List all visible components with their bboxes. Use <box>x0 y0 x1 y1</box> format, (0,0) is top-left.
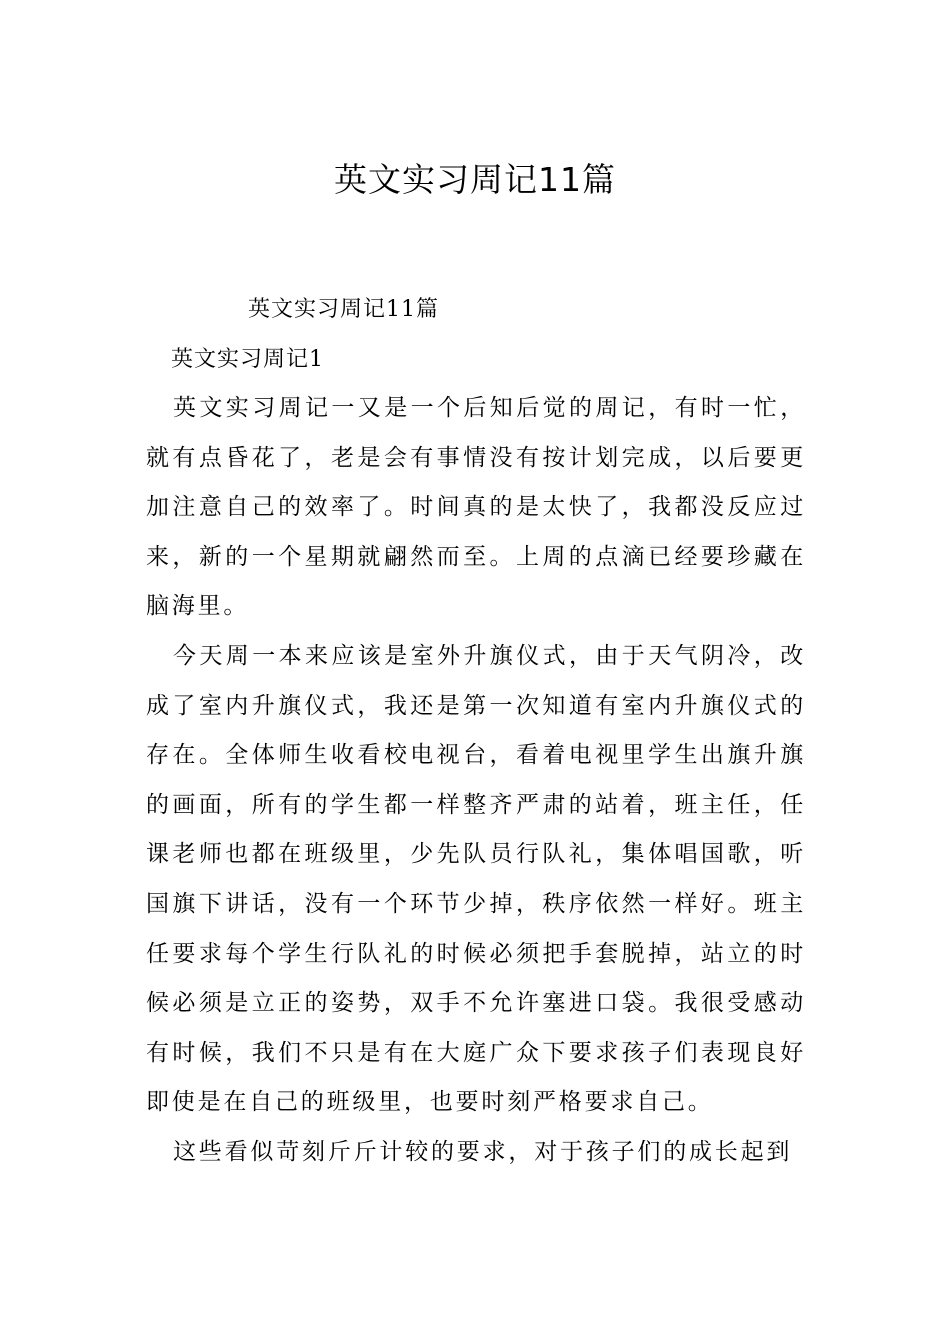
paragraph-3: 这些看似苛刻斤斤计较的要求，对于孩子们的成长起到 <box>173 1138 793 1165</box>
section-heading: 英文实习周记1 <box>171 347 324 372</box>
paragraph-2: 今天周一本来应该是室外升旗仪式，由于天气阴冷，改成了室内升旗仪式，我还是第一次知道有室内升旗仪式的存在。全体师生收看校电视台，看着电视里学生出旗升旗的画面，所有的学生都一样整齐严肃的站着，班主任，任课老师也都在班级里，少先队员行队礼，集体唱国歌，听国旗下讲话，没有一个环节少掉，秩序依然一样好。班主任要求每个学生行队礼的时候必须把手套脱掉，站立的时候必须是立正的姿势，双手不允许塞进口袋。我很受感动有时候，我们不只是有在大庭广众下要求孩子们表现良好即使是在自己的班级里，也要时刻严格要求自己。 <box>146 642 806 1116</box>
paragraph-1: 英文实习周记一又是一个后知后觉的周记，有时一忙，就有点昏花了，老是会有事情没有按计划完成，以后要更加注意自己的效率了。时间真的是太快了，我都没反应过来，新的一个星期就翩然而至。上周的点滴已经要珍藏在脑海里。 <box>146 395 806 620</box>
document-title: 英文实习周记11篇 <box>334 160 616 199</box>
document-subtitle: 英文实习周记11篇 <box>248 297 439 322</box>
document-body <box>146 384 806 1178</box>
